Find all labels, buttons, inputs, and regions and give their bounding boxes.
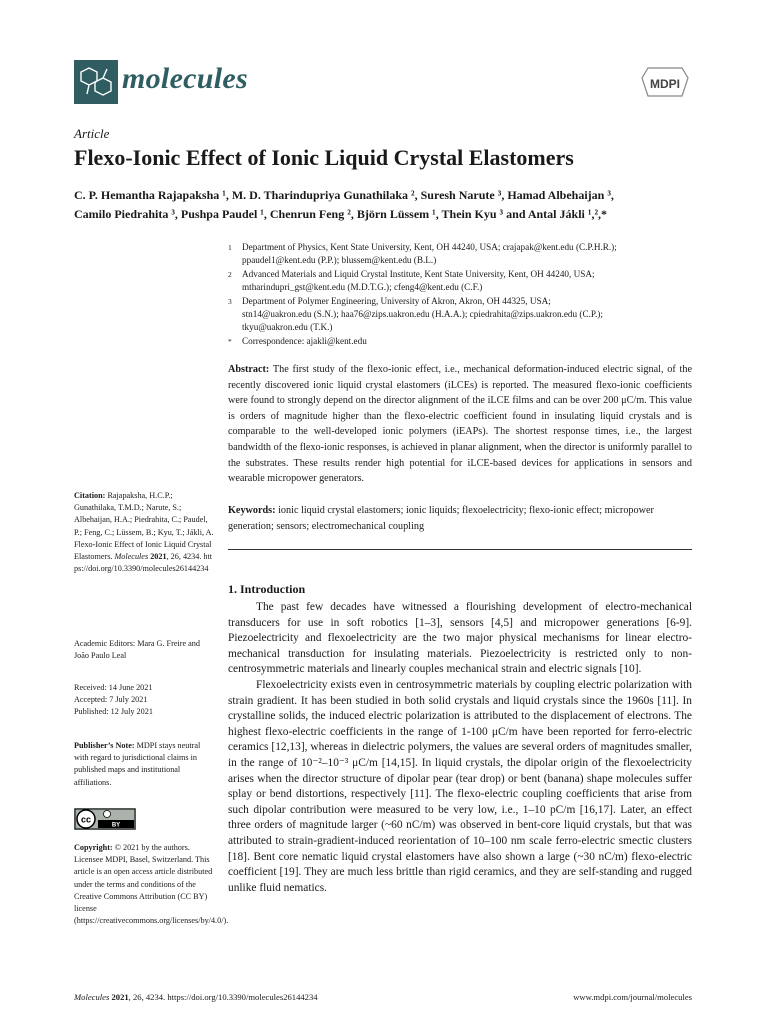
affiliation-1: 1 Department of Physics, Kent State University, Kent, OH 44240, USA; crajapak@kent.edu (C.P.H.R.); ppaudel1@kent.edu (P.P.); blussem@kent.edu (B.L.) <box>228 242 617 266</box>
keywords <box>228 503 692 534</box>
paragraph-1: The past few decades have witnessed a flourishing development of electro-mechanical transducers for use in soft robotics [1–3], sensors [4,5] and micropower generations [6-9]. Piezoelectricity and flexoelectricity are the two major physical mechanisms for linear electro-mechanical transduction for insulating materials. Piezoelectricity is restricted only to non-centrosymmetric materials and linearly couples mechanical strain and electric signals [10]. <box>228 601 692 676</box>
footer-citation: Molecules 2021, 26, 4234. https://doi.org/10.3390/molecules26144234 <box>74 992 318 1002</box>
author-line-1: C. P. Hemantha Rajapaksha ¹, M. D. Tharindupriya Gunathilaka ², Suresh Narute ³, Hamad Albehaijan ³, <box>74 188 614 202</box>
molecules-logo-icon <box>74 60 118 104</box>
correspondence: * Correspondence: ajakli@kent.edu <box>228 335 367 346</box>
article-type: Article <box>74 126 110 141</box>
journal-name: molecules <box>122 62 249 95</box>
abstract-label: Abstract: <box>228 364 270 375</box>
academic-editors: Academic Editors: Mara G. Freire and João Paulo Leal <box>74 639 200 661</box>
introduction-body <box>228 600 692 896</box>
affiliation-3: 3 Department of Polymer Engineering, University of Akron, Akron, OH 44325, USA; stn14@uakron.edu (S.N.); haa76@zips.uakron.edu (H.A.A.); cpiedrahita@zips.uakron.edu (C.P.); tkyu@uakron.edu (T.K.) <box>228 295 603 333</box>
svg-text:BY: BY <box>111 822 121 829</box>
paper-title: Flexo-Ionic Effect of Ionic Liquid Crystal Elastomers <box>74 145 574 170</box>
footer-journal-url[interactable]: www.mdpi.com/journal/molecules <box>573 992 692 1002</box>
copyright-block: Copyright: © 2021 by the authors. Licensee MDPI, Basel, Switzerland. This article is an open access article distributed under the terms and conditions of the Creative Commons Attribution (CC BY) license (https://creativecommons.org/licenses/by/4.0/). <box>74 843 229 926</box>
affiliations <box>228 241 708 348</box>
affiliation-2: 2 Advanced Materials and Liquid Crystal Institute, Kent State University, Kent, OH 44240, USA; mtharindupri_gst@kent.edu (M.D.T.G.); cfeng4@kent.edu (C.F.) <box>228 268 595 293</box>
received-date: Received: 14 June 2021 <box>74 683 153 692</box>
abstract <box>228 362 692 487</box>
section-heading-introduction: 1. Introduction <box>228 582 306 596</box>
paragraph-2: Flexoelectricity exists even in centrosymmetric materials by coupling electric polarization with strain gradient. It has been studied in both solid crystals and liquid crystals since the 1960s [11]. In crystalline solids, the induced electric polarization is attributed to the displacement of electrons. The highest flexo-electric coefficients in the range of 1-100 μC/m have been reported for ferro-electric ceramics [12,13], whereas in dielectric polymers, the values are several orders of magnitudes smaller, in the range of 10⁻²–10⁻³ μC/m [14,15]. In liquid crystals, the dipolar origin of the flexoelectricity arises when the director structure of dipolar pear (tear drop) or bent (banana) shape molecules suffer splay or bend distortions, respectively [11]. The flexo-electric coupling coefficients that arise from such dipolar contribution were measured to be very low, i.e., 1–10 pC/m [16,17]. Later, an effect three orders of magnitude larger (~60 nC/m) was observed in bent-core liquid crystals, but that was attributed to strain-gradient-induced reorientation of 10–100 nm scale ferro-electric smectic clusters [18]. Bent core nematic liquid crystal elastomers have also shown a large (~30 nC/m) flexo-electric coefficient [19]. They are much less brittle than rigid ceramics, and they are self-standing and rugged unlike fluid nematics. <box>228 678 692 894</box>
section-divider <box>228 549 692 550</box>
citation-block: Citation: Rajapaksha, H.C.P.; Gunathilaka, T.M.D.; Narute, S.; Albehaijan, H.A.; Piedrahita, C.; Paudel, P.; Feng, C.; Lüssem, B.; Kyu, T.; Jákli, A. Flexo-Ionic Effect of Ionic Liquid Crystal Elastomers. Molecules 2021, 26, 4234. https://doi.org/10.3390/molecules26144234 <box>74 491 214 574</box>
abstract-text: The first study of the flexo-ionic effect, i.e., mechanical deformation-induced electric signal, of the recently discovered ionic liquid crystal elastomers (iLCEs) is reported. The measured flexo-ionic coefficients were found to strongly depend on the director alignment of the iLCE films and can be over 200 μC/m. This value is orders of magnitude higher than the flexo-electric coefficient found in insulating liquid crystals and is comparable to the well-developed ionic polymers (iEAPs). The shortest response times, i.e., the largest bandwidth of the flexo-ionic responses, is achieved in planar alignment, when the director is uniformly parallel to the substrates. These results render high potential for iLCE-based devices for applications in sensors and wearable micropower generators. <box>228 364 692 485</box>
author-list <box>74 186 714 224</box>
svg-text:cc: cc <box>80 814 92 825</box>
author-line-2: Camilo Piedrahita ³, Pushpa Paudel ¹, Chenrun Feng ², Björn Lüssem ¹, Thein Kyu ³ and Antal Jákli ¹,²,* <box>74 207 608 221</box>
accepted-date: Accepted: 7 July 2021 <box>74 695 148 705</box>
mdpi-logo-icon <box>640 66 690 102</box>
citation-doi-link[interactable]: https://doi.org/10.3390/molecules26144234 <box>74 552 213 574</box>
keywords-label: Keywords: <box>228 505 276 516</box>
dates-block <box>74 682 216 719</box>
publishers-note: Publisher’s Note: MDPI stays neutral with regard to jurisdictional claims in published maps and institutional affiliations. <box>74 741 201 787</box>
keywords-text: ionic liquid crystal elastomers; ionic liquids; flexoelectricity; flexo-ionic effect; micropower generation; sensors; electromechanical coupling <box>228 505 654 532</box>
published-date: Published: 12 July 2021 <box>74 707 153 717</box>
creative-commons-license-icon[interactable] <box>74 808 136 830</box>
publisher-name: MDPI <box>650 77 680 91</box>
